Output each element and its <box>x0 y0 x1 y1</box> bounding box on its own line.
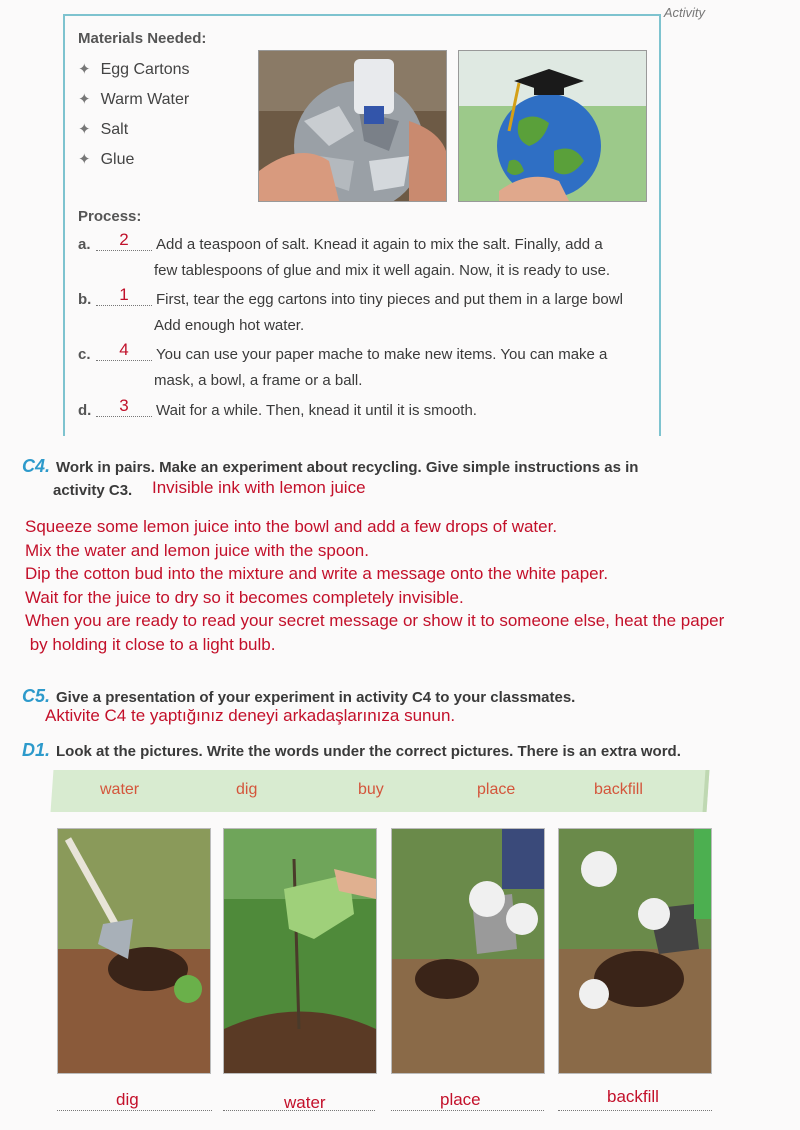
paper-mache-photo <box>258 50 447 202</box>
answer-blank[interactable]: 4 <box>96 340 152 361</box>
answer-word: place <box>440 1090 481 1109</box>
process-step: d. 3 Wait for a while. Then, knead it until it is smooth. <box>78 396 477 419</box>
picture-dig <box>57 828 211 1074</box>
answer-word: water <box>284 1093 326 1112</box>
process-title: Process: <box>78 208 142 225</box>
handwritten-line: Mix the water and lemon juice with the spoon. <box>25 540 369 560</box>
c4-number: C4. <box>22 456 51 476</box>
star-bullet-icon: ✦ <box>78 151 91 168</box>
c4-handwritten-title: Invisible ink with lemon juice <box>152 478 366 497</box>
handwritten-line: Squeeze some lemon juice into the bowl and add a few drops of water. <box>25 517 558 536</box>
picture-place <box>391 828 545 1074</box>
word-bank-item: water <box>100 781 140 798</box>
material-item: ✦ Egg Cartons <box>78 61 190 78</box>
process-step: b. 1 First, tear the egg cartons into tiny pieces and put them in a large bowl Add enough hot water. <box>78 285 623 334</box>
material-item: ✦ Salt <box>78 121 129 138</box>
word-bank-item: dig <box>236 781 258 798</box>
activity-label: Activity <box>663 5 705 20</box>
answer-word: backfill <box>607 1087 659 1106</box>
c5-handwritten: Aktivite C4 te yaptığınız deneyi arkadaşlarınıza sunun. <box>45 706 456 725</box>
c4-instruction-line2: activity C3. <box>53 482 133 499</box>
process-step: c. 4 You can use your paper mache to make new items. You can make a mask, a bowl, a frame or a ball. <box>78 340 608 389</box>
handwritten-line: When you are ready to read your secret message or show it to someone else, heat the paper <box>25 611 725 630</box>
material-item: ✦ Warm Water <box>78 91 190 108</box>
answer-blank[interactable]: 3 <box>96 396 152 417</box>
handwritten-line: Dip the cotton bud into the mixture and write a message onto the white paper. <box>25 564 609 583</box>
handwritten-line: by holding it close to a light bulb. <box>25 634 276 654</box>
picture-water <box>223 828 377 1074</box>
answer-word: dig <box>116 1090 139 1109</box>
picture-backfill <box>558 828 712 1074</box>
d1-number: D1. <box>22 740 51 760</box>
word-bank-item: buy <box>358 781 384 798</box>
star-bullet-icon: ✦ <box>78 121 91 138</box>
c4-instruction: C4. Work in pairs. Make an experiment about recycling. Give simple instructions as in <box>22 456 639 476</box>
star-bullet-icon: ✦ <box>78 91 91 108</box>
c5-instruction: C5. Give a presentation of your experiment in activity C4 to your classmates. <box>22 686 576 706</box>
d1-instruction: D1. Look at the pictures. Write the words under the correct pictures. There is an extra word. <box>22 740 681 760</box>
process-step: a. 2 Add a teaspoon of salt. Knead it again to mix the salt. Finally, add a few tablespoons of glue and mix it well again. Now, it is ready to use. <box>78 230 611 279</box>
box-top-border <box>270 0 652 16</box>
c4-handwritten-answer <box>25 515 795 656</box>
handwritten-line: Wait for the juice to dry so it becomes completely invisible. <box>25 587 464 607</box>
c5-number: C5. <box>22 686 51 706</box>
word-bank-item: place <box>477 781 516 798</box>
globe-photo <box>458 50 647 202</box>
answer-blank[interactable]: 2 <box>96 230 152 251</box>
answer-blank[interactable]: 1 <box>96 285 152 306</box>
star-bullet-icon: ✦ <box>78 61 91 78</box>
word-bank-item: backfill <box>594 781 643 798</box>
material-item: ✦ Glue <box>78 151 135 168</box>
materials-title: Materials Needed: <box>78 30 207 47</box>
